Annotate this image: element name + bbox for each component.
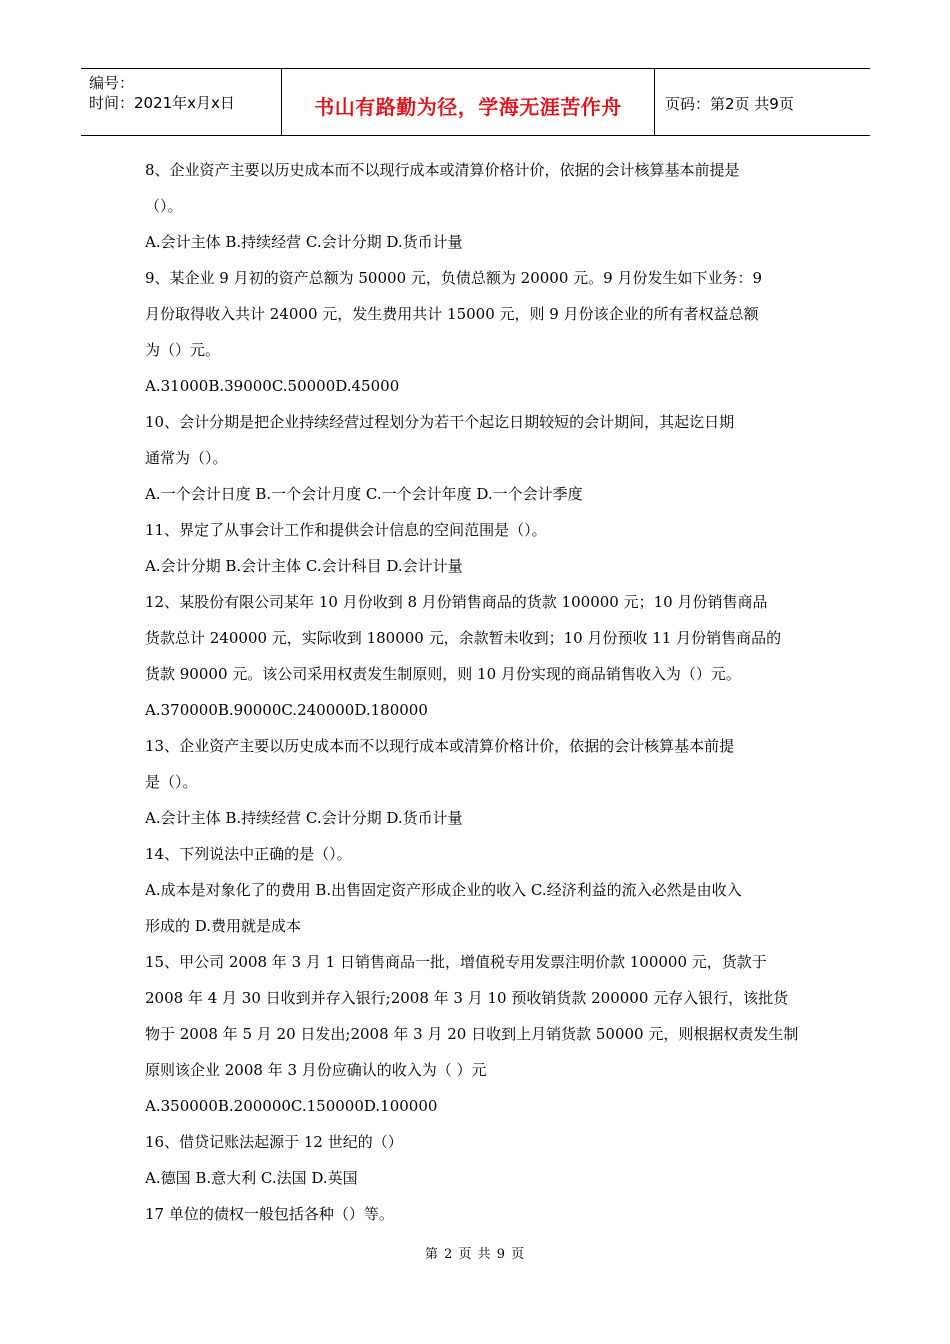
page-footer: 第 2 页 共 9 页	[424, 1247, 526, 1262]
text-line: 9、某企业 9 月初的资产总额为 50000 元，负债总额为 20000 元。9 月份发生如下业务：9	[145, 269, 762, 287]
text-line: 通常为（）。	[145, 449, 228, 467]
document-body	[145, 152, 815, 1232]
text-line: A.德国 B.意大利 C.法国 D.英国	[145, 1169, 358, 1187]
text-line: 货款总计 240000 元，实际收到 180000 元，余款暂未收到；10 月份预收 11 月份销售商品的	[145, 629, 782, 647]
header-meta	[81, 69, 282, 135]
text-line: A.350000B.200000C.150000D.100000	[145, 1097, 438, 1115]
text-line: 14、下列说法中正确的是（）。	[145, 845, 352, 863]
header-page-info: 页码：第2页 共9页	[665, 94, 794, 113]
header-motto: 书山有路勤为径，学海无涯苦作舟	[282, 69, 655, 135]
text-line: A.会计主体 B.持续经营 C.会计分期 D.货币计量	[145, 809, 463, 827]
text-line: 11、界定了从事会计工作和提供会计信息的空间范围是（）。	[145, 521, 547, 539]
text-line: 原则该企业 2008 年 3 月份应确认的收入为（ ）元	[145, 1061, 487, 1079]
text-line: 物于 2008 年 5 月 20 日发出;2008 年 3 月 20 日收到上月销货款 50000 元，则根据权责发生制	[145, 1025, 799, 1043]
text-line: 2008 年 4 月 30 日收到并存入银行;2008 年 3 月 10 预收销货款 200000 元存入银行，该批货	[145, 989, 789, 1007]
text-line: A.31000B.39000C.50000D.45000	[145, 377, 400, 395]
text-line: 13、企业资产主要以历史成本而不以现行成本或清算价格计价，依据的会计核算基本前提	[145, 737, 735, 755]
text-line: A.370000B.90000C.240000D.180000	[145, 701, 428, 719]
text-line: A.会计分期 B.会计主体 C.会计科目 D.会计计量	[145, 557, 463, 575]
page-header	[81, 68, 870, 136]
text-line: A.会计主体 B.持续经营 C.会计分期 D.货币计量	[145, 233, 463, 251]
text-line: A.一个会计日度 B.一个会计月度 C.一个会计年度 D.一个会计季度	[145, 485, 583, 503]
text-line: （）。	[145, 197, 183, 215]
text-line: 16、借贷记账法起源于 12 世纪的（）	[145, 1133, 403, 1151]
time-label: 时间：2021年x月x日	[89, 94, 235, 112]
text-line: 形成的 D.费用就是成本	[145, 917, 302, 935]
text-line: 8、企业资产主要以历史成本而不以现行成本或清算价格计价，依据的会计核算基本前提是	[145, 161, 740, 179]
text-line: 12、某股份有限公司某年 10 月份收到 8 月份销售商品的货款 100000 元；10 月份销售商品	[145, 593, 768, 611]
text-line: 是（）。	[145, 773, 198, 791]
text-line: 为（）元。	[145, 341, 221, 359]
text-line: 15、甲公司 2008 年 3 月 1 日销售商品一批，增值税专用发票注明价款 100000 元，货款于	[145, 953, 767, 971]
text-line: 月份取得收入共计 24000 元，发生费用共计 15000 元，则 9 月份该企业的所有者权益总额	[145, 305, 759, 323]
text-line: 货款 90000 元。该公司采用权责发生制原则，则 10 月份实现的商品销售收入为（）元。	[145, 665, 741, 683]
text-line: 10、会计分期是把企业持续经营过程划分为若干个起讫日期较短的会计期间，其起讫日期	[145, 413, 735, 431]
text-line: 17 单位的债权一般包括各种（）等。	[145, 1205, 394, 1223]
text-line: A.成本是对象化了的费用 B.出售固定资产形成企业的收入 C.经济利益的流入必然是由收入	[145, 881, 742, 899]
serial-label: 编号：	[89, 74, 135, 92]
